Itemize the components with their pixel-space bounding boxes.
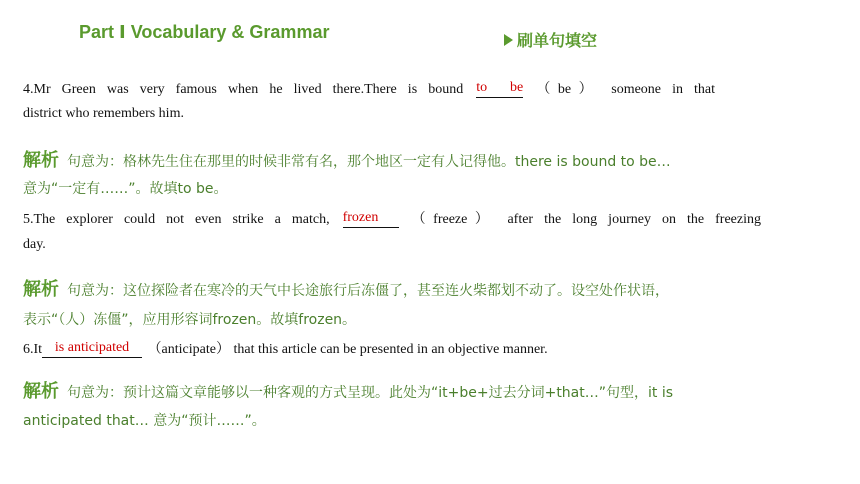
question-6-blank [42,340,142,358]
question-5-answer: frozen [342,210,379,225]
question-5-text-before: 5.The explorer could not even strike a match, [23,212,330,227]
question-4-explanation-line-1 [23,146,671,172]
explanation-label: 解析 [23,150,59,171]
question-4-text-before: 4.Mr Green was very famous when he lived there.There is bound [23,82,464,97]
question-4-text-after: （be） someone in that [536,82,716,97]
explanation-text: 句意为：格林先生住在那里的时候非常有名，那个地区一定有人记得他。there is bound to be… [67,154,671,170]
question-4-explanation-line-2: 意为“一定有……”。故填to be。 [23,181,228,197]
question-5-text-after: （freeze） after the long journey on the freezing [411,212,761,227]
question-6-explanation-line-1 [23,377,673,403]
question-4-line-1 [23,78,715,98]
question-6-answer: is anticipated [54,340,130,355]
explanation-text: 句意为：预计这篇文章能够以一种客观的方式呈现。此处为“it+be+过去分词+that…”句型，it is [67,385,674,401]
question-4-line-2: district who remembers him. [23,106,184,121]
question-4-answer: to be [476,80,524,95]
question-5-line-2: day. [23,237,46,252]
question-6-explanation-line-2: anticipated that… 意为“预计……”。 [23,413,266,429]
question-5-blank [343,210,399,228]
question-4-blank [476,80,523,98]
question-6-text-after: （anticipate） that this article can be presented in an objective manner. [147,342,548,357]
question-6-text-before: 6.It [23,342,43,357]
explanation-label: 解析 [23,381,59,402]
question-5-explanation-line-2: 表示“（人）冻僵”，应用形容词frozen。故填frozen。 [23,312,357,328]
question-5-explanation-line-1 [23,275,669,301]
explanation-label: 解析 [23,279,59,300]
play-triangle-icon [504,34,513,46]
section-tag [504,28,597,51]
question-5-line-1 [23,208,761,228]
question-6-line-1 [23,338,548,358]
section-title: Part Ⅰ Vocabulary & Grammar [79,22,330,42]
section-tag-label: 刷单句填空 [517,31,598,50]
explanation-text: 句意为：这位探险者在寒冷的天气中长途旅行后冻僵了，甚至连火柴都划不动了。设空处作状语， [67,283,669,299]
